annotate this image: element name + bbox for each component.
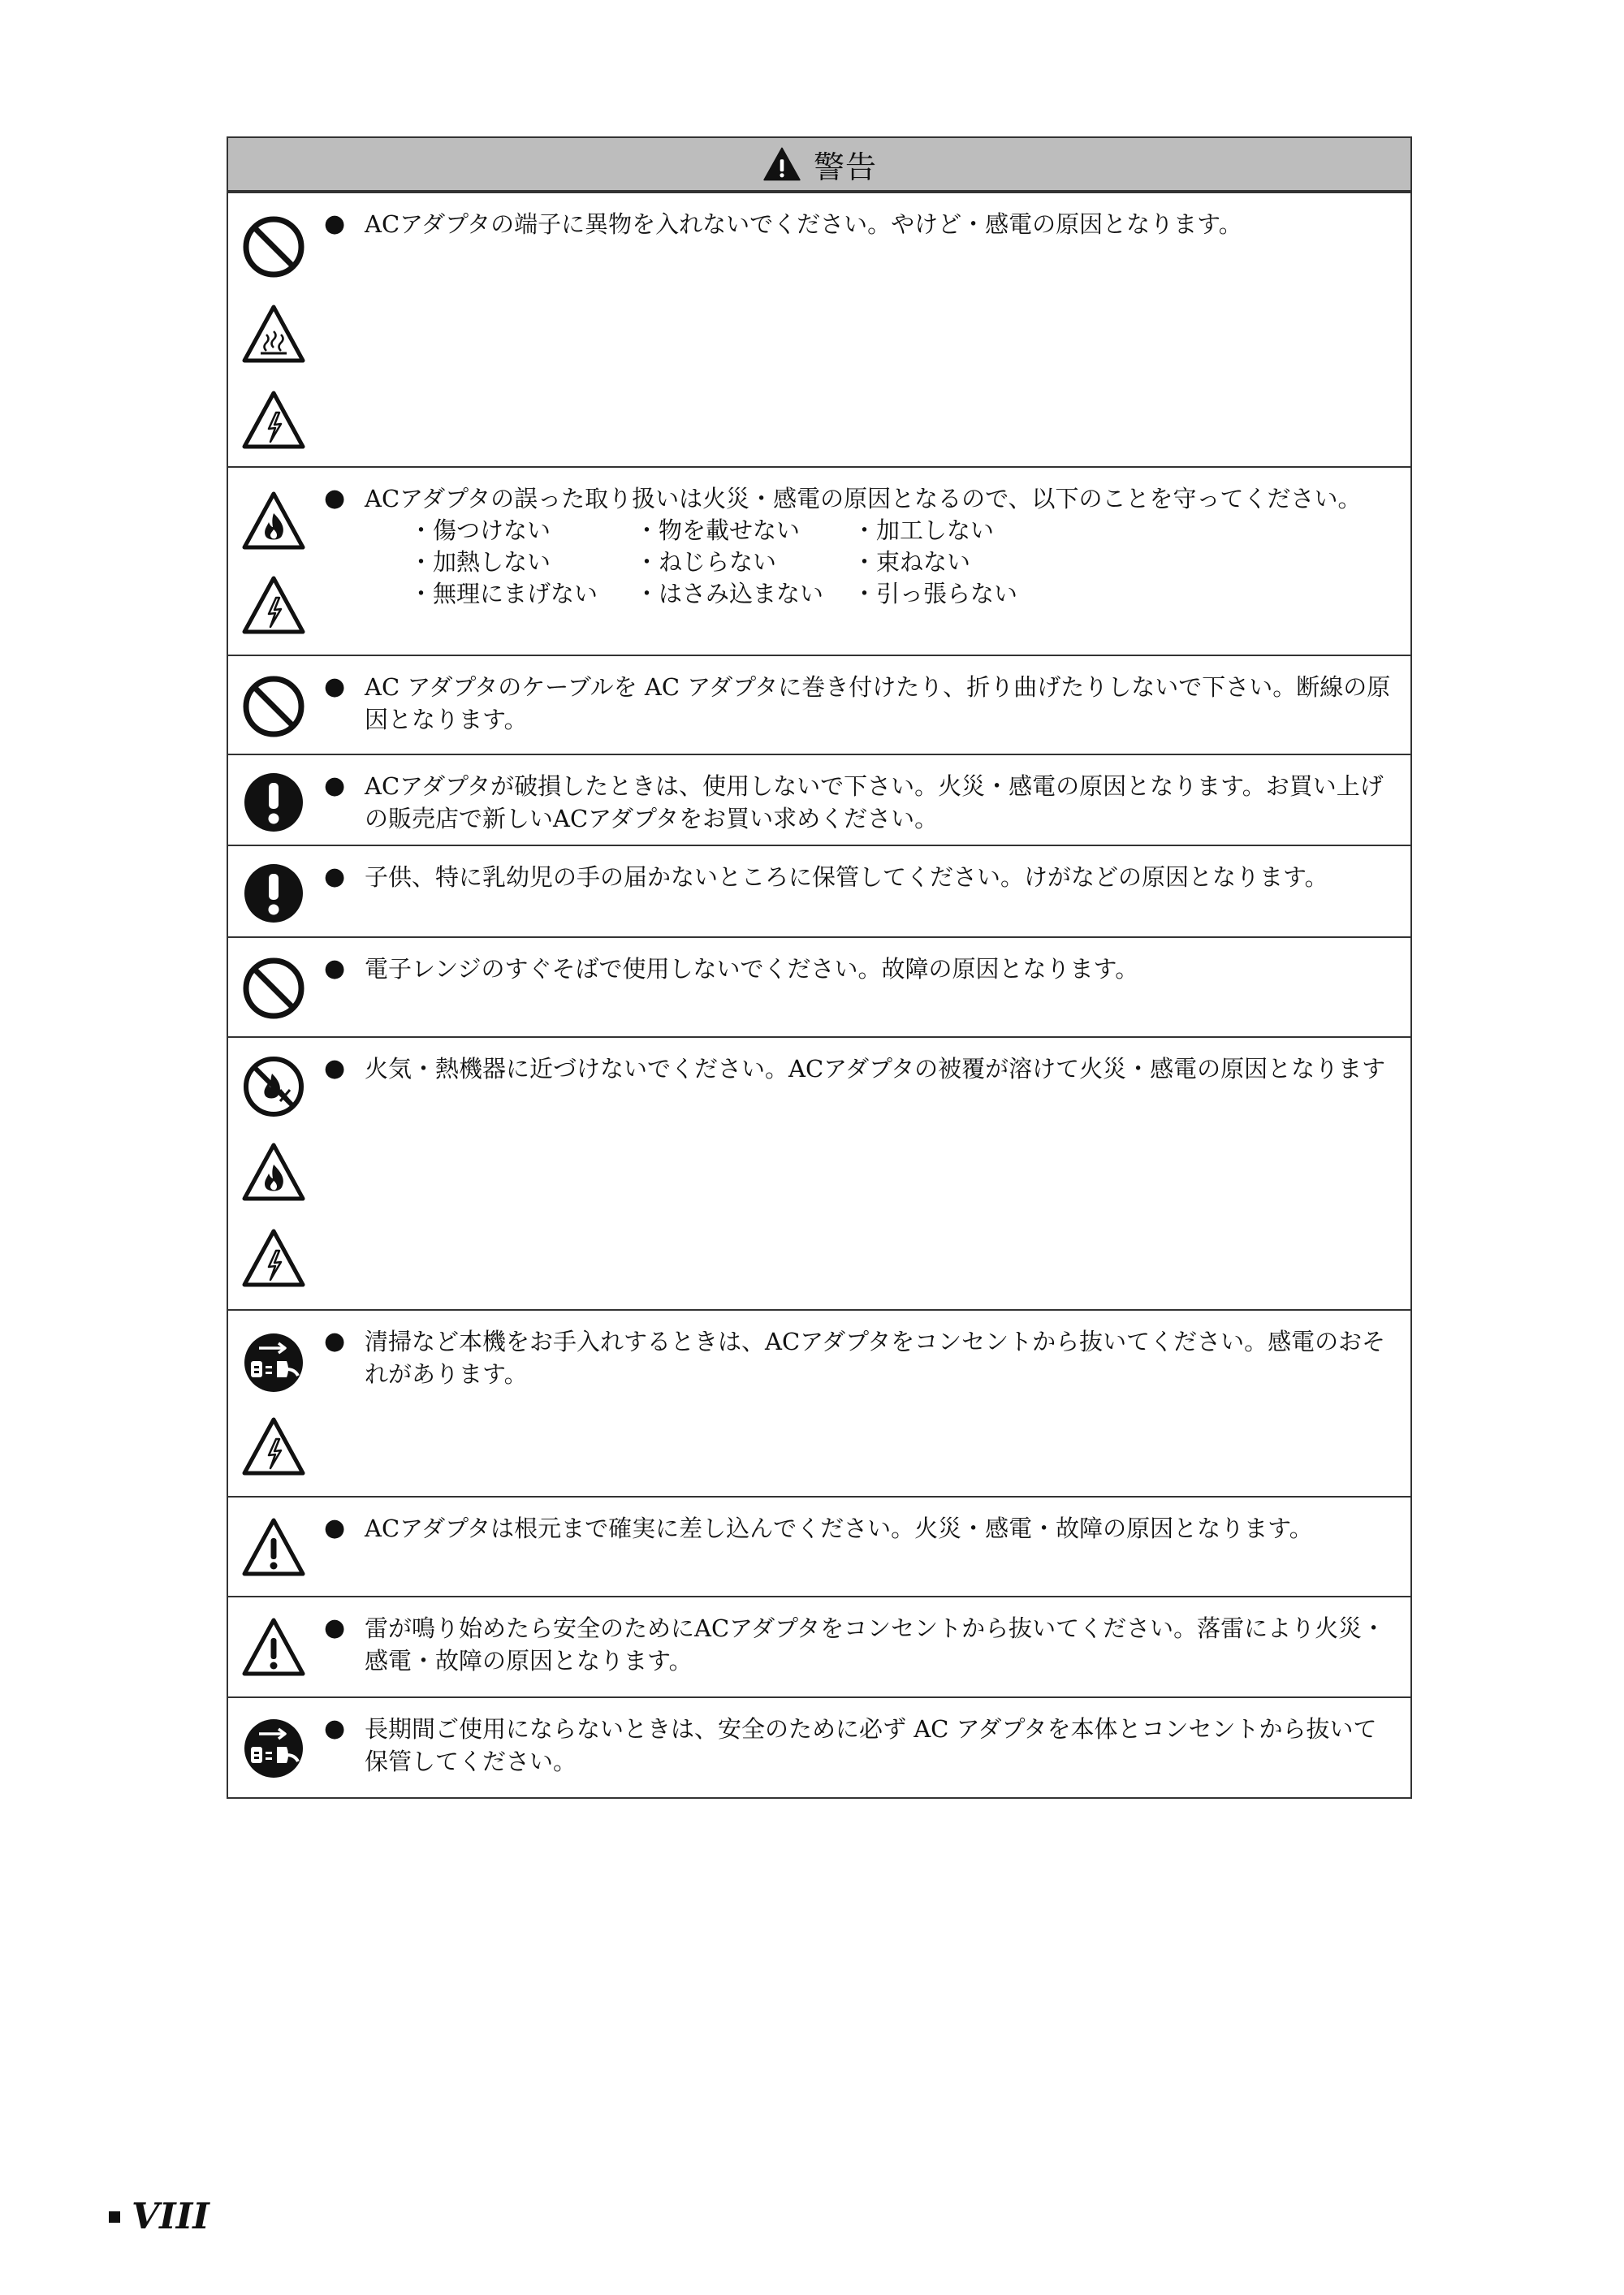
prohibition-icon <box>241 214 306 279</box>
warning-text: ACアダプタの端子に異物を入れないでください。やけど・感電の原因となります。 <box>365 210 1242 238</box>
hot-surface-icon <box>241 302 306 367</box>
electric-shock-icon <box>241 573 306 638</box>
bullet-icon: ● <box>324 672 346 701</box>
caution-icon <box>241 1615 306 1680</box>
warning-row <box>228 655 1410 754</box>
prohibition-icon <box>241 956 306 1021</box>
warning-text: ACアダプタが破損したときは、使用しないで下さい。火災・感電の原因となります。お買い上げの販売店で新しいACアダプタをお買い求めください。 <box>365 772 1384 832</box>
caution-icon <box>241 1515 306 1580</box>
bullet-icon: ● <box>324 771 346 800</box>
bullet-icon: ● <box>324 1614 346 1642</box>
unplug-icon <box>241 1330 306 1395</box>
bullet-icon: ● <box>324 1327 346 1355</box>
list-item: ・無理にまげない ・はさみ込まない ・引っ張らない <box>409 580 1018 607</box>
warning-text: AC アダプタのケーブルを AC アダプタに巻き付けたり、折り曲げたりしないで下さい。断線の原因となります。 <box>365 673 1391 733</box>
electric-shock-icon <box>241 388 306 453</box>
warning-row <box>228 845 1410 936</box>
fire-hazard-icon <box>241 489 306 554</box>
warning-triangle-icon <box>762 145 802 183</box>
bullet-icon: ● <box>324 1714 346 1743</box>
prohibition-icon <box>241 674 306 739</box>
warning-row <box>228 192 1410 466</box>
warning-text: 電子レンジのすぐそばで使用しないでください。故障の原因となります。 <box>365 955 1139 983</box>
bullet-icon: ● <box>324 210 346 238</box>
warning-text: 清掃など本機をお手入れするときは、ACアダプタをコンセントから抜いてください。感電のおそれがあります。 <box>365 1328 1386 1388</box>
bullet-icon: ● <box>324 484 346 512</box>
warning-text: ACアダプタの誤った取り扱いは火災・感電の原因となるので、以下のことを守ってください。 <box>365 485 1362 512</box>
warning-row <box>228 1696 1410 1797</box>
page-number-label: VIII <box>132 2196 209 2237</box>
mandatory-action-icon <box>241 861 306 926</box>
square-bullet-icon <box>109 2211 120 2223</box>
warning-text: 雷が鳴り始めたら安全のためにACアダプタをコンセントから抜いてください。落雷により火災・感電・故障の原因となります。 <box>365 1614 1386 1675</box>
bullet-icon: ● <box>324 1054 346 1083</box>
warning-row <box>228 754 1410 845</box>
warning-row <box>228 466 1410 655</box>
warning-table <box>227 136 1412 1799</box>
warning-text: ACアダプタは根元まで確実に差し込んでください。火災・感電・故障の原因となります。 <box>365 1515 1313 1542</box>
list-item: ・傷つけない ・物を載せない ・加工しない <box>409 516 995 544</box>
handling-rules-list <box>324 515 1399 610</box>
warning-text: 長期間ご使用にならないときは、安全のために必ず AC アダプタを本体とコンセントから抜いて保管してください。 <box>365 1715 1377 1775</box>
warning-row <box>228 1309 1410 1496</box>
warning-text: 子供、特に乳幼児の手の届かないところに保管してください。けがなどの原因となります。 <box>365 863 1328 891</box>
fire-hazard-icon <box>241 1140 306 1205</box>
bullet-icon: ● <box>324 954 346 983</box>
warning-row <box>228 936 1410 1036</box>
warning-row <box>228 1496 1410 1596</box>
bullet-icon: ● <box>324 862 346 891</box>
mandatory-action-icon <box>241 770 306 835</box>
no-open-flame-icon <box>241 1054 306 1119</box>
warning-title: 警告 <box>813 149 877 185</box>
unplug-icon <box>241 1716 306 1781</box>
bullet-icon: ● <box>324 1514 346 1542</box>
electric-shock-icon <box>241 1226 306 1291</box>
list-item: ・加熱しない ・ねじらない ・束ねない <box>409 548 971 576</box>
electric-shock-icon <box>241 1415 306 1480</box>
warning-text: 火気・熱機器に近づけないでください。ACアダプタの被覆が溶けて火災・感電の原因となります <box>365 1055 1386 1083</box>
page-number <box>109 2196 209 2237</box>
warning-header <box>228 138 1410 192</box>
warning-row <box>228 1036 1410 1309</box>
warning-row <box>228 1596 1410 1696</box>
